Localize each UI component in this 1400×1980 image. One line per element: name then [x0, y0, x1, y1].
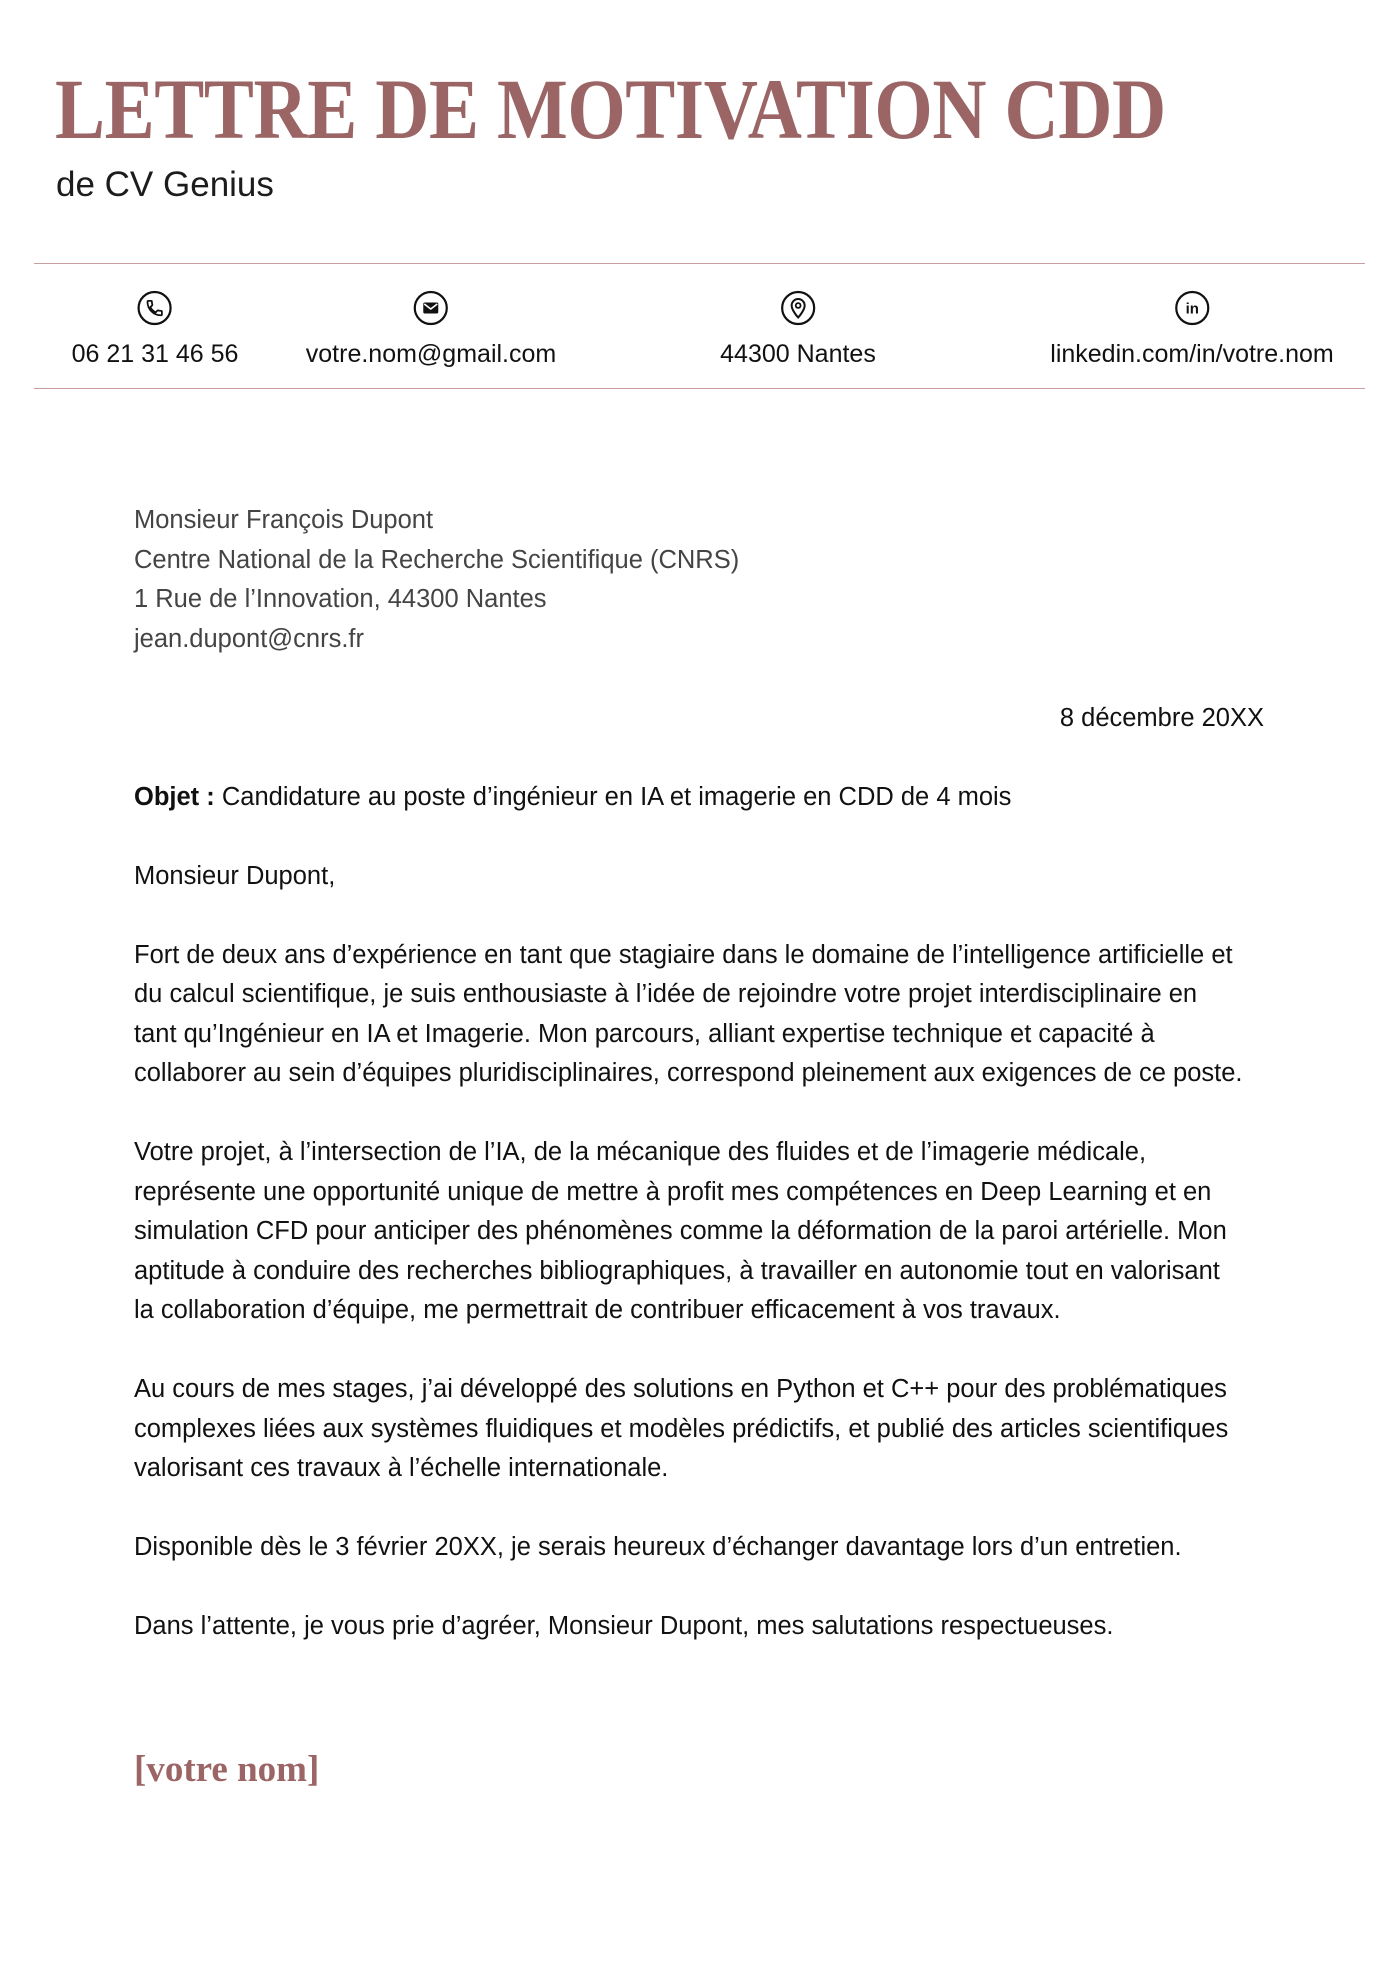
- paragraph-line: tant qu’Ingénieur en IA et Imagerie. Mon parcours, alliant expertise technique et capacité à: [134, 1019, 1155, 1048]
- contact-phone: [72, 290, 239, 369]
- paragraph-line: Au cours de mes stages, j’ai développé des solutions en Python et C++ pour des problématiques: [134, 1375, 1227, 1403]
- paragraph-line: du calcul scientifique, je suis enthousiaste à l’idée de rejoindre votre projet interdisciplinaire en: [134, 980, 1198, 1008]
- paragraph-line: aptitude à conduire des recherches bibliographiques, à travailler en autonomie tout en valorisant: [134, 1256, 1220, 1285]
- paragraph-line: représente une opportunité unique de mettre à profit mes compétences en Deep Learning et en: [134, 1177, 1212, 1206]
- recipient-organization: Centre National de la Recherche Scientifique (CNRS): [134, 545, 740, 574]
- paragraph-line: simulation CFD pour anticiper des phénomènes comme la déformation de la paroi artérielle. Mon: [134, 1217, 1227, 1245]
- linkedin-url: linkedin.com/in/votre.nom: [1050, 340, 1334, 368]
- letter-date: 8 décembre 20XX: [1059, 703, 1264, 732]
- date-block: [134, 699, 1264, 739]
- contact-email: [306, 290, 556, 369]
- body-paragraph: [134, 936, 1264, 1094]
- body-paragraph: [134, 1370, 1264, 1489]
- closing-paragraph: [134, 1607, 1264, 1647]
- recipient-block: [134, 501, 1264, 659]
- contact-linkedin: [1050, 290, 1333, 369]
- email-icon: [413, 290, 449, 326]
- body-paragraph: [134, 1133, 1264, 1331]
- phone-icon: [137, 290, 173, 326]
- paragraph-line: Fort de deux ans d’expérience en tant que stagiaire dans le domaine de l’intelligence artificielle et: [134, 940, 1233, 969]
- paragraph-line: valorisant ces travaux à l’échelle internationale.: [134, 1454, 669, 1482]
- paragraph-line: Disponible dès le 3 février 20XX, je serais heureux d’échanger davantage lors d’un entretien.: [134, 1533, 1182, 1561]
- signature-name: [votre nom]: [134, 1749, 320, 1790]
- location-text: 44300 Nantes: [720, 340, 876, 368]
- subject-block: [134, 778, 1264, 818]
- salutation: Monsieur Dupont,: [134, 861, 336, 890]
- document-subtitle: de CV Genius: [56, 165, 274, 204]
- header-top-divider: [34, 263, 1365, 264]
- body-paragraph: [134, 1528, 1264, 1568]
- phone-number: 06 21 31 46 56: [71, 340, 239, 368]
- paragraph-line: Votre projet, à l’intersection de l’IA, de la mécanique des fluides et de l’imagerie médicale,: [134, 1138, 1147, 1166]
- linkedin-icon: [1174, 290, 1210, 326]
- subject-text: Candidature au poste d’ingénieur en IA et imagerie en CDD de 4 mois: [221, 782, 1012, 811]
- recipient-name: Monsieur François Dupont: [134, 506, 434, 534]
- subject-label: Objet :: [134, 782, 215, 811]
- document-title: LETTRE DE MOTIVATION CDD: [55, 62, 1166, 158]
- salutation-block: [134, 857, 1264, 897]
- header-bottom-divider: [34, 388, 1365, 389]
- location-pin-icon: [780, 290, 816, 326]
- contact-location: [720, 290, 876, 369]
- paragraph-line: collaborer au sein d’équipes pluridisciplinaires, correspond pleinement aux exigences de ce poste.: [134, 1059, 1243, 1087]
- paragraph-line: complexes liées aux systèmes fluidiques et modèles prédictifs, et publié des articles scientifiques: [134, 1414, 1229, 1443]
- email-address: votre.nom@gmail.com: [305, 340, 557, 368]
- linkedin-logo-text: in: [1185, 300, 1199, 318]
- paragraph-line: la collaboration d’équipe, me permettrait de contribuer efficacement à vos travaux.: [134, 1296, 1061, 1324]
- paragraph-line: Dans l’attente, je vous prie d’agréer, Monsieur Dupont, mes salutations respectueuses.: [134, 1612, 1114, 1640]
- letter-body: [134, 501, 1264, 1686]
- subject-line: [134, 778, 1264, 818]
- recipient-email: jean.dupont@cnrs.fr: [134, 624, 365, 653]
- recipient-address: 1 Rue de l’Innovation, 44300 Nantes: [134, 585, 547, 613]
